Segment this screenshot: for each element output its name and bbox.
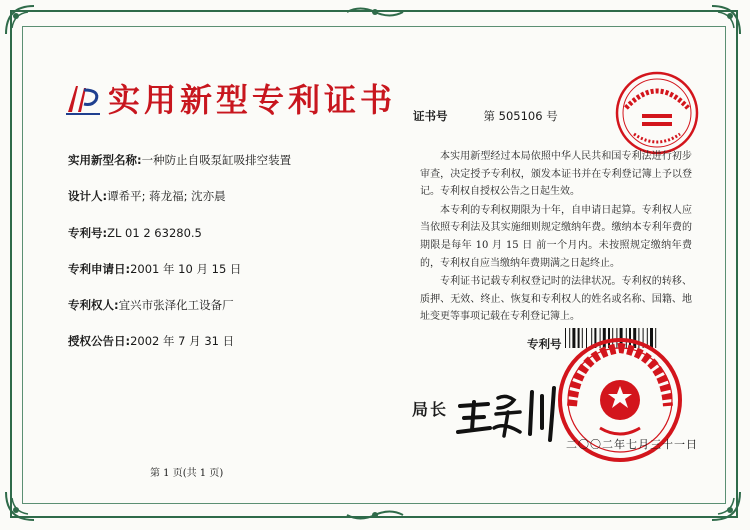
issue-date: 二〇〇二年七月三十一日 [566, 438, 698, 451]
patent-number-field [68, 225, 202, 241]
certificate-title: 实用新型专利证书 [108, 81, 397, 119]
director-signature [454, 378, 564, 448]
corner-ornament-icon [708, 488, 742, 522]
director-title: 局长 [412, 400, 449, 419]
certificate-body-text [420, 148, 692, 326]
filing-date-label: 专利申请日: [68, 262, 131, 276]
model-name-label: 实用新型名称: [68, 153, 142, 167]
model-name-field [68, 152, 291, 168]
inventor-label: 设计人: [68, 189, 108, 203]
body-paragraph: 专利证书记载专利权登记时的法律状况。专利权的转移、质押、无效、终止、恢复和专利权人的姓名或名称、国籍、地址变更等事项记载在专利登记簿上。 [420, 276, 692, 323]
barcode-label: 专利号 [527, 337, 562, 351]
page-indicator: 第 1 页(共 1 页) [150, 468, 224, 479]
corner-ornament-icon [4, 4, 38, 38]
inventor-value: 谭希平; 蒋龙福; 沈亦晨 [107, 189, 226, 203]
patentee-label: 专利权人: [68, 298, 119, 312]
patent-number-value: ZL 01 2 63280.5 [107, 226, 202, 240]
body-paragraph: 本专利的专利权期限为十年，自申请日起算。专利权人应当依照专利法及其实施细则规定缴纳年费。缴纳本专利年费的期限是每年 10 月 15 日 前一个月内。未按照规定缴纳年费的，专利权自应当缴纳年费期满之日起终止。 [420, 204, 692, 269]
patentee-field [68, 297, 234, 313]
inventor-field [68, 188, 226, 204]
top-ornament-icon [345, 5, 405, 19]
patent-office-logo-icon [64, 82, 104, 118]
filing-date-field [68, 261, 241, 277]
filing-date-value: 2001 年 10 月 15 日 [130, 262, 242, 276]
certificate-number [413, 108, 558, 124]
corner-ornament-icon [708, 4, 742, 38]
model-name-value: 一种防止自吸泵缸吸排空装置 [141, 153, 292, 167]
announce-date-value: 2002 年 7 月 31 日 [130, 334, 235, 348]
certificate-number-value: 第 505106 号 [483, 109, 558, 123]
certificate-number-label: 证书号 [413, 109, 448, 123]
corner-ornament-icon [4, 488, 38, 522]
small-red-seal-icon [614, 70, 700, 156]
body-paragraph: 本实用新型经过本局依照中华人民共和国专利法进行初步审查，决定授予专利权，颁发本证书并在专利登记簿上予以登记。专利权自授权公告之日起生效。 [420, 151, 692, 198]
announce-date-field [68, 333, 234, 349]
patentee-value: 宜兴市张泽化工设备厂 [118, 298, 234, 312]
bottom-ornament-icon [345, 508, 405, 522]
patent-number-label: 专利号: [68, 226, 108, 240]
announce-date-label: 授权公告日: [68, 334, 131, 348]
